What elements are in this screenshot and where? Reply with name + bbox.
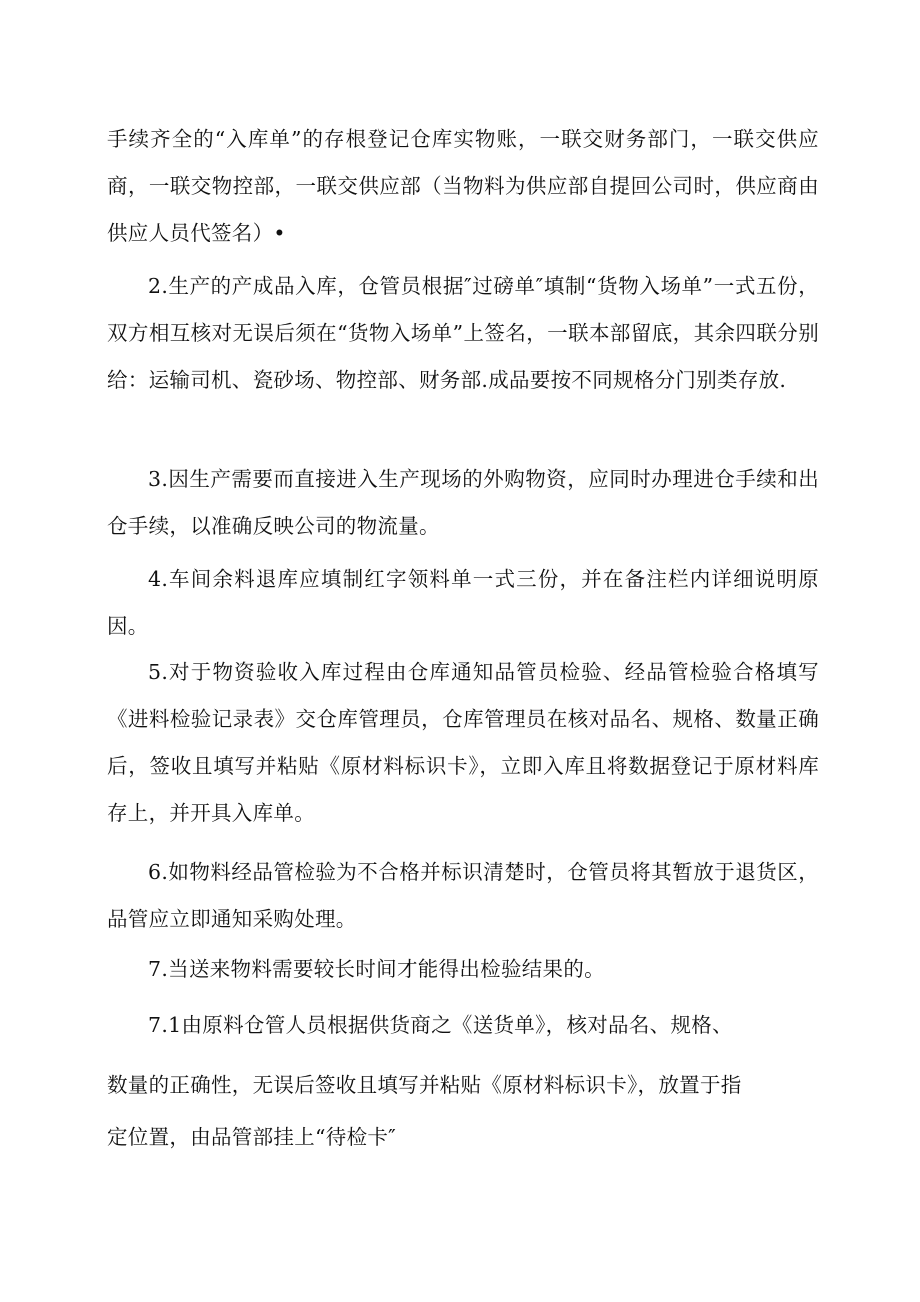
paragraph-item-6: 6.如物料经品管检验为不合格并标识清楚时，仓管员将其暂放于退货区，品管应立即通知采购处理。 — [107, 860, 819, 931]
paragraph-item-7: 7.当送来物料需要较长时间才能得出检验结果的。 — [148, 957, 605, 981]
paragraph-item-7-1-line-2: 数量的正确性，无误后签收且填写并粘贴《原材料标识卡》，放置于指 — [107, 1073, 742, 1097]
paragraph-item-7-1-line-3: 定位置，由品管部挂上“待检卡″ — [107, 1125, 397, 1149]
paragraph-item-2: 2.生产的产成品入库，仓管员根据″过磅单″填制“货物入场单”一式五份，双方相互核对无误后须在“货物入场单”上签名，一联本部留底，其余四联分别给：运输司机、瓷砂场、物控部、财务部.成品要按不同规格分门别类存放. — [107, 274, 819, 392]
paragraph-item-4: 4.车间余料退库应填制红字领料单一式三份，并在备注栏内详细说明原因。 — [107, 567, 819, 638]
paragraph-inbound-receipt: 手续齐全的“入库单”的存根登记仓库实物账，一联交财务部门，一联交供应商，一联交物控部，一联交供应部（当物料为供应部自提回公司时，供应商由供应人员代签名）• — [107, 127, 819, 245]
paragraph-item-7-1-line-1: 7.1由原料仓管人员根据供货商之《送货单》，核对品名、规格、 — [148, 1013, 733, 1037]
paragraph-item-5: 5.对于物资验收入库过程由仓库通知品管员检验、经品管检验合格填写《进料检验记录表》交仓库管理员，仓库管理员在核对品名、规格、数量正确后，签收且填写并粘贴《原材料标识卡》，立即入库且将数据登记于原材料库存上，并开具入库单。 — [107, 660, 819, 825]
paragraph-item-3: 3.因生产需要而直接进入生产现场的外购物资，应同时办理进仓手续和出仓手续，以准确反映公司的物流量。 — [107, 467, 819, 538]
